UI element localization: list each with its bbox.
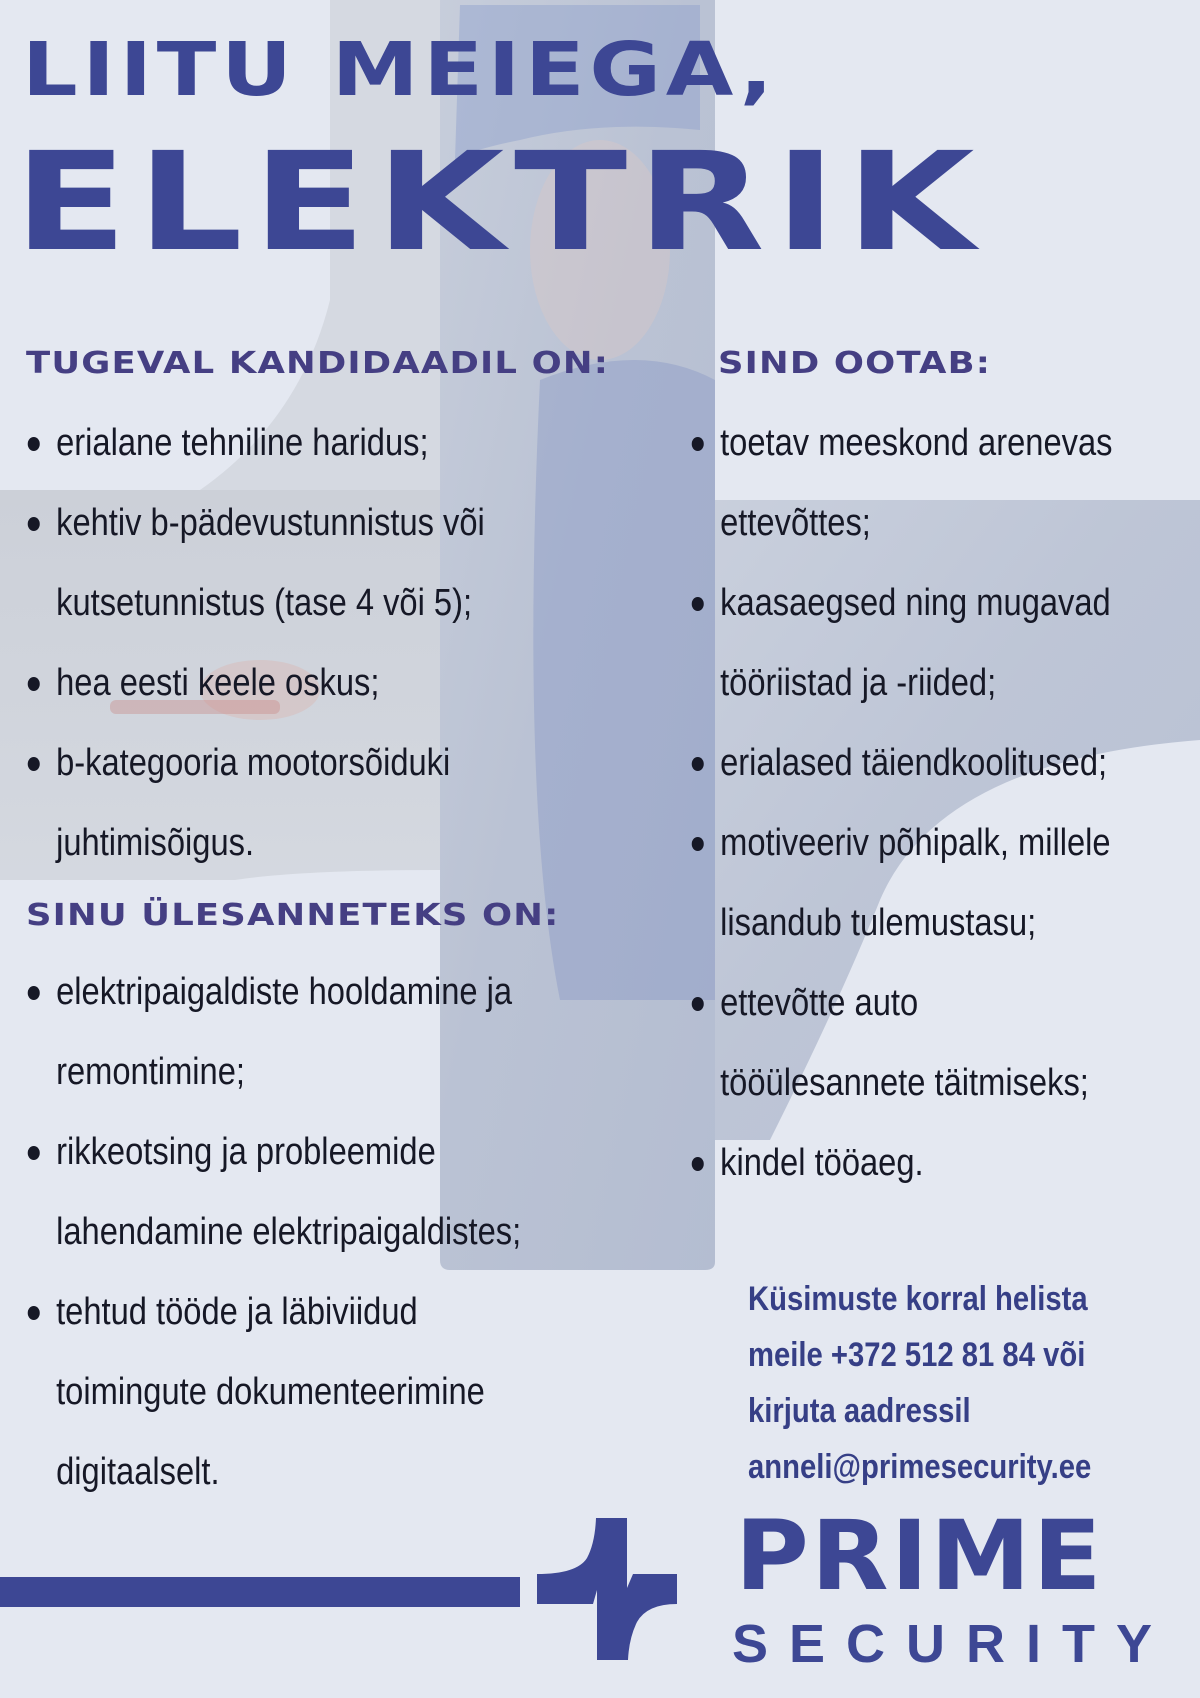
list-item: b-kategooria mootorsõiduki juhtimisõigus. bbox=[26, 723, 485, 883]
tasks-heading: SINU ÜLESANNETEKS ON: bbox=[26, 898, 560, 933]
list-item: kaasaegsed ning mugavad tööriistad ja -riided; bbox=[690, 563, 1113, 723]
bullet-icon bbox=[28, 757, 40, 771]
bullet-icon bbox=[692, 837, 704, 851]
list-item: tehtud tööde ja läbiviidud toimingute dokumenteerimine digitaalselt. bbox=[26, 1272, 521, 1512]
contact-email-link[interactable]: anneli@primesecurity.ee bbox=[748, 1448, 1092, 1486]
bullet-icon bbox=[692, 757, 704, 771]
prime-plus-mark-icon bbox=[537, 1518, 677, 1660]
bullet-icon bbox=[28, 437, 40, 451]
logo-wordmark-security: SECURITY bbox=[732, 1614, 1174, 1674]
logo-wordmark-prime: PRIME bbox=[735, 1500, 1104, 1612]
tasks-list bbox=[26, 952, 602, 1512]
contact-line-3: kirjuta aadressil bbox=[748, 1392, 971, 1430]
contact-phone-line[interactable]: meile +372 512 81 84 või bbox=[748, 1336, 1086, 1374]
list-item: erialased täiendkoolitused; bbox=[690, 723, 1113, 803]
list-item: erialane tehniline haridus; bbox=[26, 403, 485, 483]
candidate-requirements-heading: TUGEVAL KANDIDAADIL ON: bbox=[26, 346, 610, 381]
list-item: kehtiv b-pädevustunnistus või kutsetunnistus (tase 4 või 5); bbox=[26, 483, 485, 643]
bullet-icon bbox=[28, 986, 40, 1000]
bullet-icon bbox=[692, 437, 704, 451]
bullet-icon bbox=[692, 997, 704, 1011]
list-item: ettevõtte auto tööülesannete täitmiseks; bbox=[690, 963, 1113, 1123]
offer-heading: SIND OOTAB: bbox=[718, 346, 992, 381]
bullet-icon bbox=[692, 597, 704, 611]
offer-list bbox=[690, 403, 1181, 1203]
bullet-icon bbox=[692, 1157, 704, 1171]
candidate-requirements-list bbox=[26, 403, 560, 883]
list-item: toetav meeskond arenevas ettevõttes; bbox=[690, 403, 1113, 563]
contact-info bbox=[748, 1271, 1091, 1495]
list-item: elektripaigaldiste hooldamine ja remontimine; bbox=[26, 952, 521, 1112]
footer-divider-bar bbox=[0, 1577, 520, 1607]
contact-line-1: Küsimuste korral helista bbox=[748, 1280, 1088, 1318]
headline-join-us: LIITU MEIEGA, bbox=[22, 27, 778, 113]
bullet-icon bbox=[28, 517, 40, 531]
bullet-icon bbox=[28, 1306, 40, 1320]
list-item: motiveeriv põhipalk, millele lisandub tulemustasu; bbox=[690, 803, 1113, 963]
bullet-icon bbox=[28, 1146, 40, 1160]
bullet-icon bbox=[28, 677, 40, 691]
list-item: kindel tööaeg. bbox=[690, 1123, 1113, 1203]
headline-job-title: ELEKTRIK bbox=[14, 124, 985, 282]
list-item: hea eesti keele oskus; bbox=[26, 643, 485, 723]
list-item: rikkeotsing ja probleemide lahendamine elektripaigaldistes; bbox=[26, 1112, 521, 1272]
